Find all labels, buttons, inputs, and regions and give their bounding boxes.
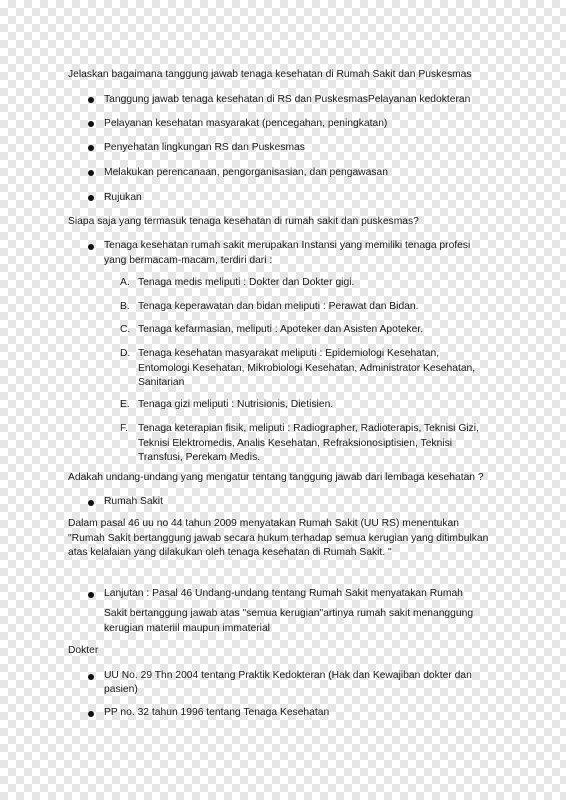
- list-item-line: Tenaga kesehatan rumah sakit merupakan Instansi yang memiliki tenaga profesi: [104, 240, 471, 251]
- list-item: Tenaga kefarmasian, meliputi : Apoteker dan Asisten Apoteker.: [138, 324, 424, 335]
- list-item: Rujukan: [104, 192, 142, 203]
- list-marker: D.: [120, 348, 131, 359]
- bullet-icon: [88, 97, 94, 103]
- list-item-line: yang bermacam-macam, terdiri dari :: [104, 255, 273, 266]
- paragraph-line: atas kelalaian yang dilakukan oleh tenaga kesehatan di Rumah Sakit. ": [68, 547, 392, 558]
- bullet-icon: [88, 195, 94, 201]
- list-item: Tanggung jawab tenaga kesehatan di RS dan PuskesmasPelayanan kedokteran: [104, 94, 471, 105]
- list-marker: A.: [120, 277, 130, 288]
- list-item: PP no. 32 tahun 1996 tentang Tenaga Kesehatan: [104, 707, 330, 718]
- section-heading: Dokter: [68, 645, 99, 656]
- bullet-icon: [88, 170, 94, 176]
- list-item: Melakukan perencanaan, pengorganisasian, dan pengawasan: [104, 167, 388, 178]
- bullet-icon: [88, 592, 94, 598]
- list-marker: C.: [120, 324, 131, 335]
- list-item-line: Sakit bertanggung jawab atas "semua kerugian"artinya rumah sakit menanggung: [104, 608, 474, 619]
- list-marker: F.: [120, 423, 129, 434]
- list-item-line: Sanitarian: [138, 377, 185, 388]
- list-item: Lanjutan : Pasal 46 Undang-undang tentang Rumah Sakit menyatakan Rumah: [104, 588, 463, 599]
- bullet-icon: [88, 711, 94, 717]
- list-marker: B.: [120, 301, 130, 312]
- list-marker: E.: [120, 399, 130, 410]
- question-2: Siapa saja yang termasuk tenaga kesehatan di rumah sakit dan puskesmas?: [68, 216, 419, 227]
- list-item-line: pasien): [104, 684, 138, 695]
- list-item-line: Entomologi Kesehatan, Mikrobiologi Kesehatan, Administrator Kesehatan,: [138, 363, 476, 374]
- list-item-line: kerugian materiil maupun immaterial: [104, 623, 270, 634]
- paragraph-line: "Rumah Sakit bertanggung jawab secara hukum terhadap semua kerugian yang ditimbulkan: [68, 533, 489, 544]
- list-item: Pelayanan kesehatan masyarakat (pencegahan, peningkatan): [104, 118, 388, 129]
- list-item: Tenaga medis meliputi : Dokter dan Dokter gigi.: [138, 277, 355, 288]
- bullet-icon: [88, 121, 94, 127]
- list-item: Tenaga kesehatan masyarakat meliputi : Epidemiologi Kesehatan,: [138, 348, 440, 359]
- list-item: Tenaga keperawatan dan bidan meliputi : Perawat dan Bidan.: [138, 301, 419, 312]
- list-item: Tenaga gizi meliputi : Nutrisionis, Dietisien.: [138, 399, 334, 410]
- question-3: Adakah undang-undang yang mengatur tentang tanggung jawab dari lembaga kesehatan ?: [68, 472, 484, 483]
- list-item: Tenaga keterapian fisik, meliputi : Radiographer, Radioterapis, Teknisi Gizi,: [138, 423, 479, 434]
- question-1: Jelaskan bagaimana tanggung jawab tenaga kesehatan di Rumah Sakit dan Puskesmas: [68, 69, 472, 80]
- paragraph-line: Dalam pasal 46 uu no 44 tahun 2009 menyatakan Rumah Sakit (UU RS) menentukan: [68, 518, 459, 529]
- list-item-line: Transfusi, Perekam Medis.: [138, 452, 261, 463]
- list-item: UU No. 29 Thn 2004 tentang Praktik Kedokteran (Hak dan Kewajiban dokter dan: [104, 670, 472, 681]
- list-item: Penyehatan lingkungan RS dan Puskesmas: [104, 142, 305, 153]
- bullet-icon: [88, 674, 94, 680]
- list-item: Rumah Sakit: [104, 496, 163, 507]
- bullet-icon: [88, 500, 94, 506]
- list-item-line: Teknisi Elektromedis, Analis Kesehatan, Refraksionosiptisien, Teknisi: [138, 438, 453, 449]
- bullet-icon: [88, 145, 94, 151]
- bullet-icon: [88, 244, 94, 250]
